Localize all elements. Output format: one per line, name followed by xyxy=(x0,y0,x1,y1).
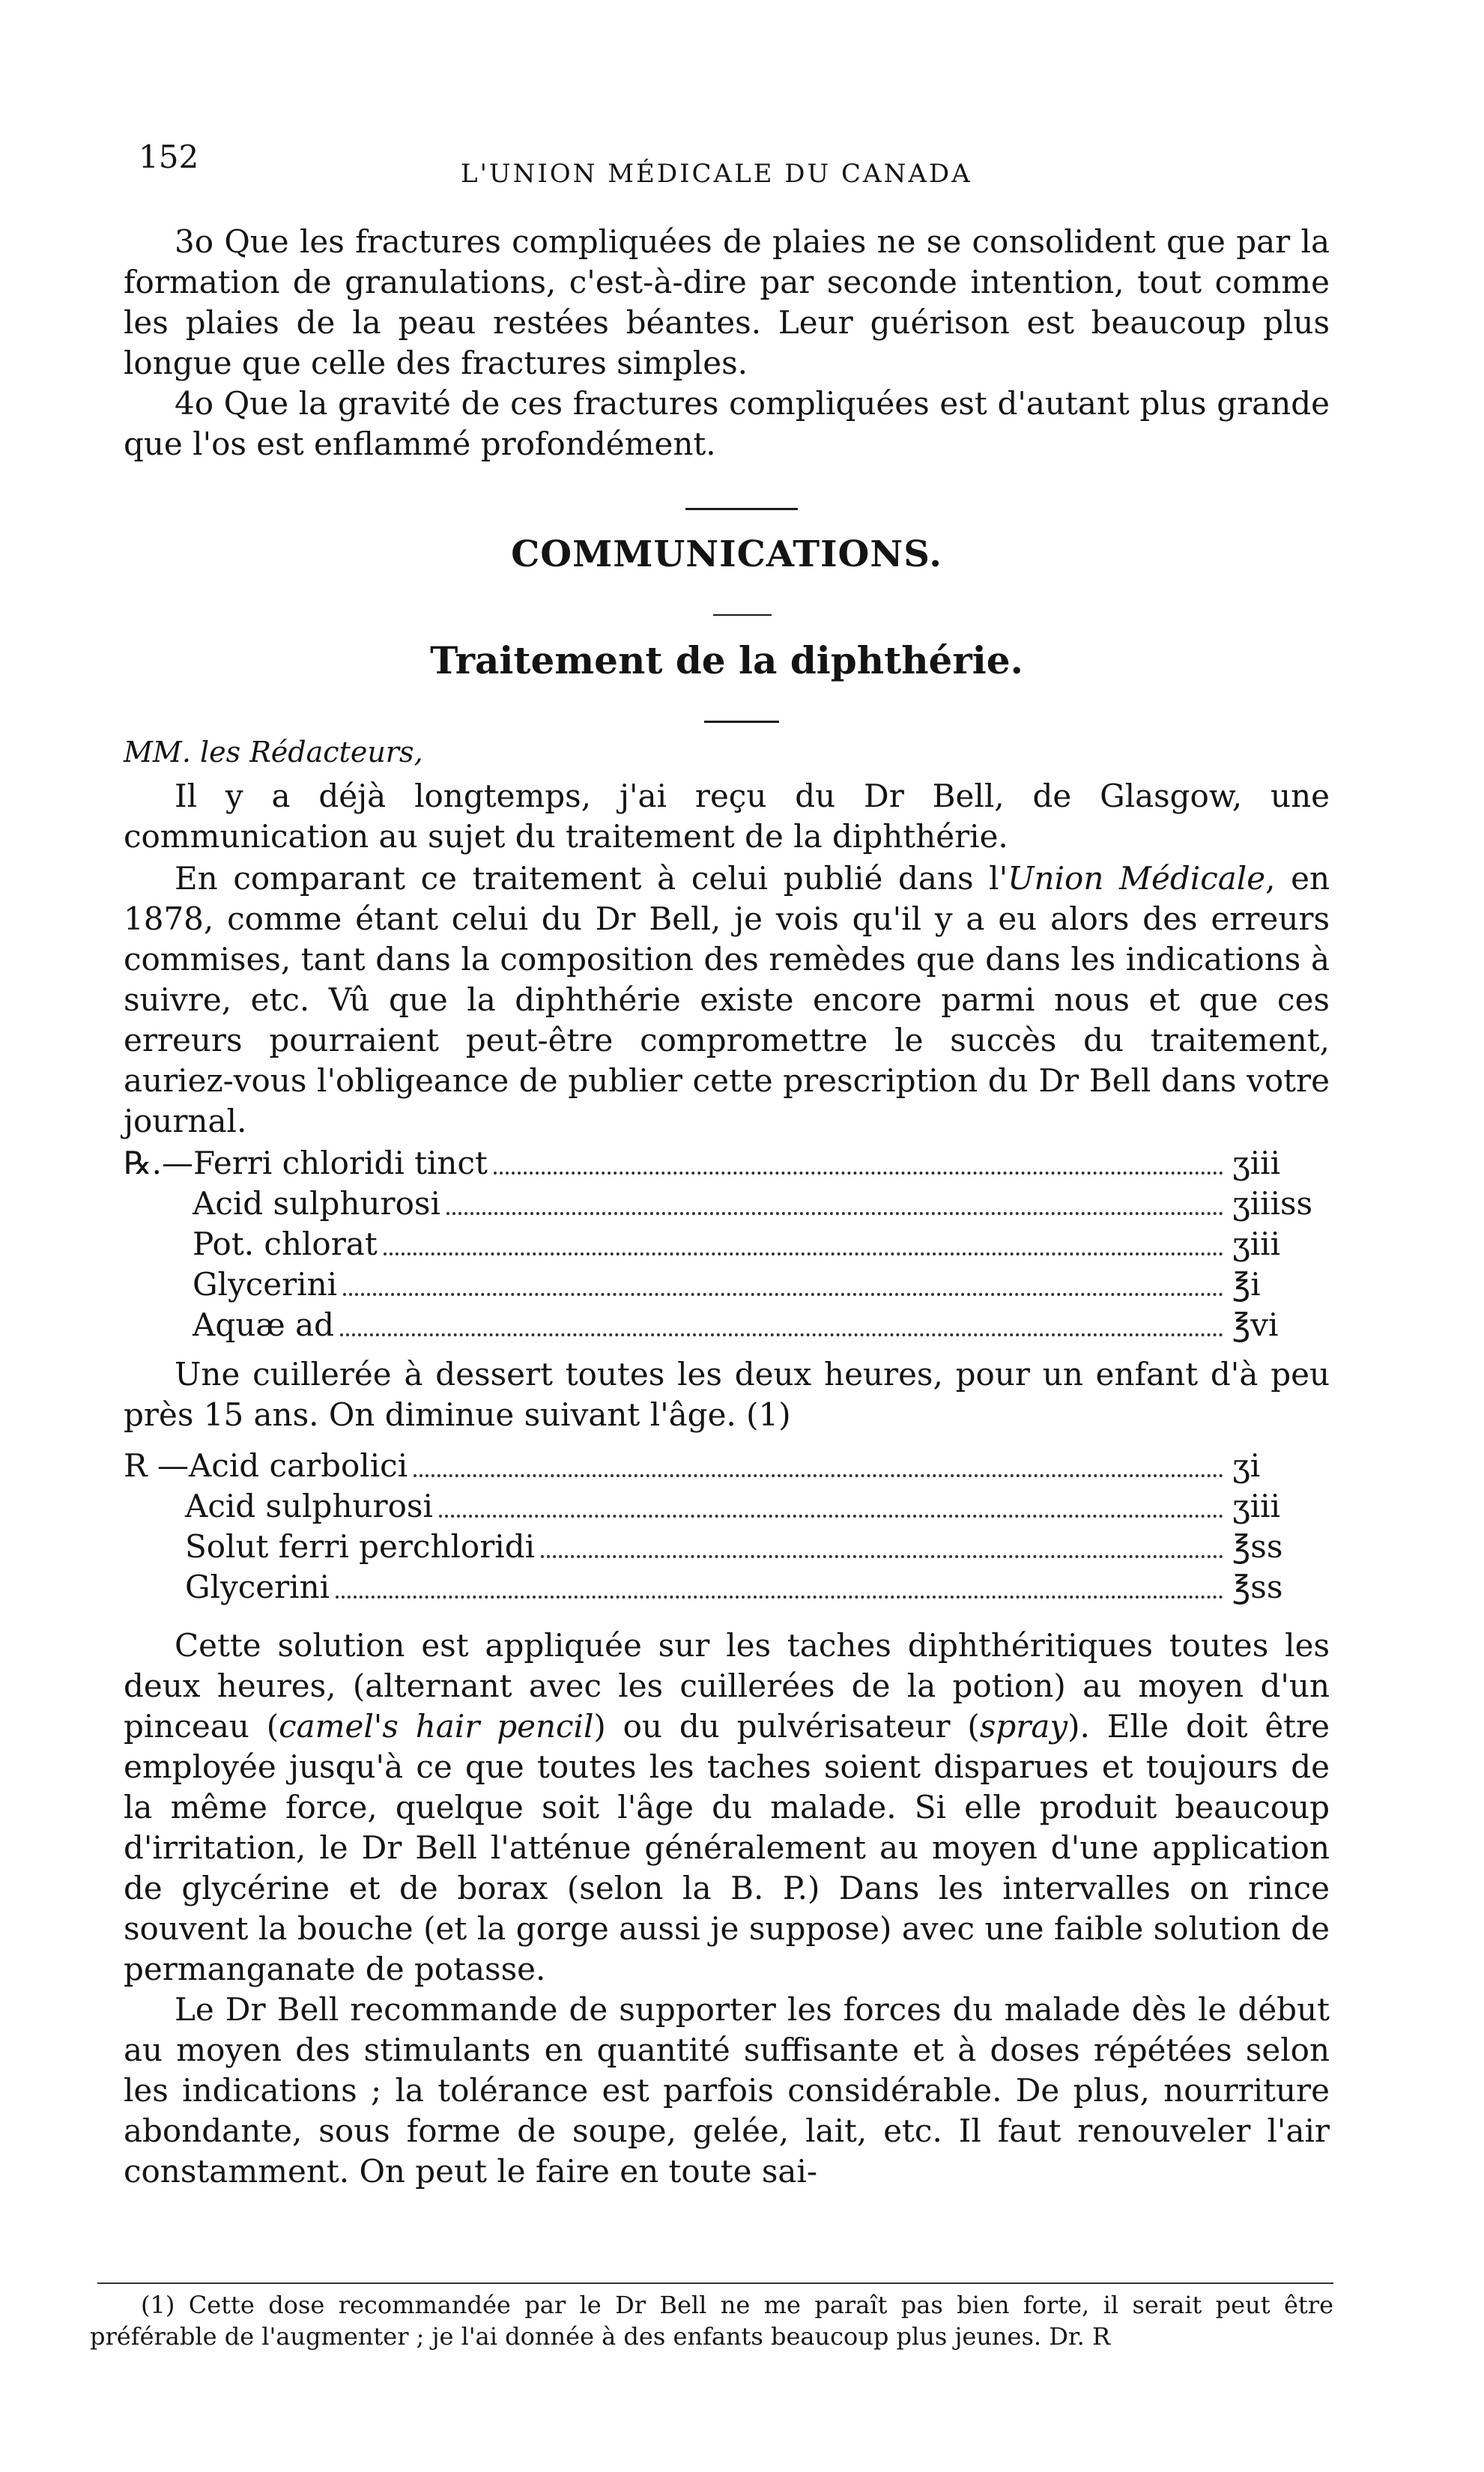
prescription-row: Glycerini ℥i xyxy=(193,1266,1261,1303)
article-title: Traitement de la diphthérie. xyxy=(430,638,1023,682)
prescription-row: Glycerini ℥ss xyxy=(185,1569,1283,1605)
paragraph-4: 4o Que la gravité de ces fractures compliquées est d'autant plus grande que l'os est enflammé profondément. xyxy=(124,385,1330,462)
prescription-1 xyxy=(124,1143,1330,1345)
footnote-rule xyxy=(97,2282,1333,2284)
page-number: 152 xyxy=(139,139,199,175)
running-title: L'UNION MÉDICALE DU CANADA xyxy=(461,159,972,189)
application-paragraph: Cette solution est appliquée sur les taches diphthéritiques toutes les deux heures, (alternant avec les cuillerées de la potion) au moyen d'un pinceau (camel's hair pencil) ou du pulvérisateur (spray). Elle doit être employée jusqu'à ce que toutes les taches soient disparues et toujours de la même force, quelque soit l'âge du malade. Si elle produit beaucoup d'irritation, le Dr Bell l'atténue généralement au moyen d'une application de glycérine et de borax (selon la B. P.) Dans les intervalles on rince souvent la bouche (et la gorge aussi je suppose) avec une faible solution de permanganate de potasse. xyxy=(124,1627,1330,1987)
section-title: COMMUNICATIONS. xyxy=(511,533,942,575)
letter-paragraph-1: Il y a déjà longtemps, j'ai reçu du Dr Bell, de Glasgow, une communication au sujet du traitement de la diphthérie. xyxy=(124,778,1330,855)
separator-rule xyxy=(704,721,779,723)
prescription-row: Acid sulphurosi ʒiiiss xyxy=(193,1185,1313,1222)
dose-instructions: Une cuillerée à dessert toutes les deux heures, pour un enfant d'à peu près 15 ans. On diminue suivant l'âge. (1) xyxy=(124,1356,1330,1433)
separator-rule xyxy=(685,508,798,510)
prescription-row: Aquæ ad ℥vi xyxy=(193,1306,1279,1343)
prescription-2 xyxy=(124,1446,1330,1608)
journal-name: Union Médicale xyxy=(1008,860,1266,897)
prescription-row: ℞.—Ferri chloridi tinct ʒiii xyxy=(124,1145,1281,1181)
prescription-row: Solut ferri perchloridi ℥ss xyxy=(185,1528,1283,1565)
footnote: (1) Cette dose recommandée par le Dr Bell ne me paraît pas bien forte, il serait peut être préférable de l'augmenter ; je l'ai donnée à des enfants beaucoup plus jeunes. Dr. R xyxy=(90,2291,1333,2351)
prescription-row: R —Acid carbolici ʒi xyxy=(124,1447,1261,1484)
last-paragraph: Le Dr Bell recommande de supporter les forces du malade dès le début au moyen des stimulants en quantité suffisante et à doses répétées selon les indications ; la tolérance est parfois considérable. De plus, nourriture abondante, sous forme de soupe, gelée, lait, etc. Il faut renouveler l'air constamment. On peut le faire en toute sai- xyxy=(124,1991,1330,2190)
salutation: MM. les Rédacteurs, xyxy=(124,736,423,769)
separator-rule xyxy=(713,614,772,616)
letter-paragraph-2: En comparant ce traitement à celui publié dans l'Union Médicale, en 1878, comme étant celui du Dr Bell, je vois qu'il y a eu alors des erreurs commises, tant dans la composition des remèdes que dans les indications à suivre, etc. Vû que la diphthérie existe encore parmi nous et que ces erreurs pourraient peut-être compromettre le succès du traitement, auriez-vous l'obligeance de publier cette prescription du Dr Bell dans votre journal. xyxy=(124,860,1330,1139)
paragraph-3: 3o Que les fractures compliquées de plaies ne se consolident que par la formation de granulations, c'est-à-dire par seconde intention, tout comme les plaies de la peau restées béantes. Leur guérison est beaucoup plus longue que celle des fractures simples. xyxy=(124,223,1330,381)
prescription-row: Acid sulphurosi ʒiii xyxy=(185,1488,1281,1524)
prescription-row: Pot. chlorat ʒiii xyxy=(193,1226,1281,1262)
